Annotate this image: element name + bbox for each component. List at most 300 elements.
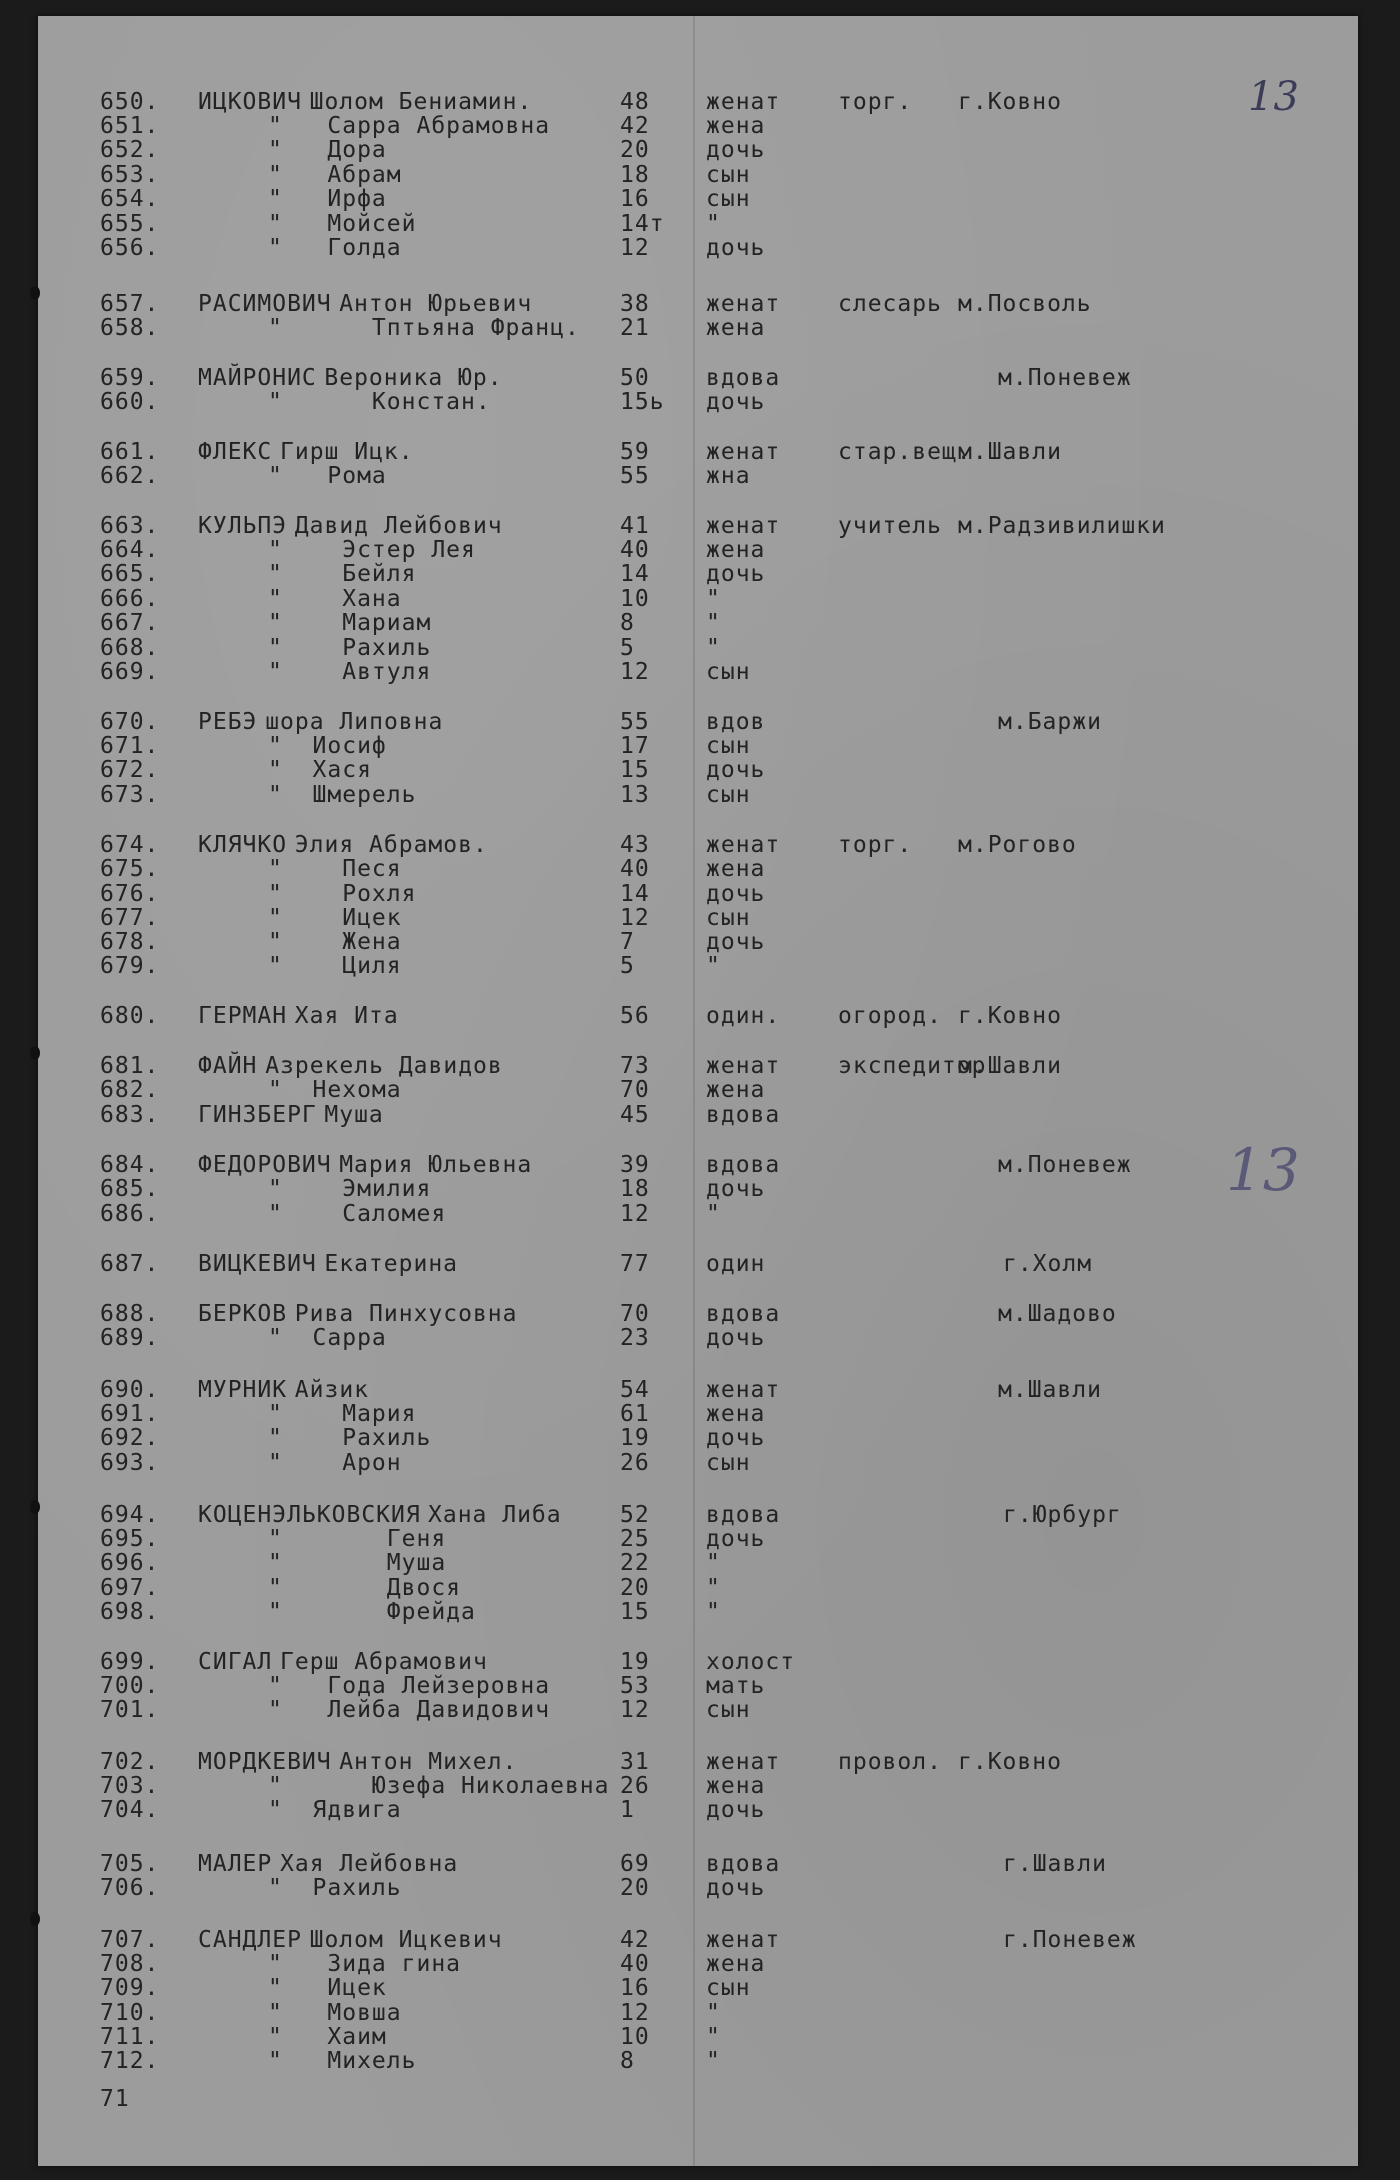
record-row [38, 538, 1358, 562]
record-status: " [706, 211, 721, 237]
record-status: вдова [706, 1851, 781, 1877]
record-number: 657. [100, 291, 160, 317]
record-age: 54 [620, 1377, 650, 1403]
record-place: г.Ковно [958, 1003, 1062, 1029]
record-row [38, 1976, 1358, 2000]
record-given-name: " Дора [268, 137, 387, 163]
record-given-name: " Геня [268, 1526, 447, 1552]
record-age: 12 [620, 1201, 650, 1227]
record-place: г.Холм [1003, 1251, 1093, 1277]
record-given-name: " Рахиль [268, 1425, 432, 1451]
record-surname: ВИЦКЕВИЧ [198, 1251, 317, 1277]
record-status: женат [706, 832, 781, 858]
record-age: 25 [620, 1526, 650, 1552]
record-row [38, 464, 1358, 488]
record-status: " [706, 586, 721, 612]
record-age: 53 [620, 1673, 650, 1699]
record-row [38, 2049, 1358, 2073]
record-age: 15 [620, 1599, 650, 1625]
record-status: женат [706, 1927, 781, 1953]
record-status: один. [706, 1003, 781, 1029]
record-given-name: " Сарра [268, 1325, 387, 1351]
record-status: " [706, 1575, 721, 1601]
record-age: 12 [620, 905, 650, 931]
record-given-name: Азрекель Давидов [265, 1053, 503, 1079]
record-age: 40 [620, 1951, 650, 1977]
record-occupation: экспедитор [838, 1053, 987, 1079]
record-status: жена [706, 1401, 766, 1427]
record-given-name: Хая Ита [294, 1003, 399, 1029]
record-row [38, 1600, 1358, 1624]
record-surname: ГЕРМАН [198, 1003, 288, 1029]
record-age: 48 [620, 89, 650, 115]
record-surname: ФАЙН [198, 1053, 258, 1079]
record-surname: КУЛЬПЭ [198, 513, 288, 539]
record-age: 55 [620, 463, 650, 489]
record-age: 42 [620, 113, 650, 139]
record-age: 12 [620, 659, 650, 685]
record-number: 665. [100, 561, 160, 587]
record-row [38, 930, 1358, 954]
record-row [38, 2025, 1358, 2049]
record-given-name: " Песя [268, 856, 402, 882]
record-row [38, 1952, 1358, 1976]
record-given-name: Шолом Ицкевич [309, 1927, 503, 1953]
record-status: " [706, 635, 721, 661]
record-age: 18 [620, 162, 650, 188]
record-age: 69 [620, 1851, 650, 1877]
record-number: 667. [100, 610, 160, 636]
record-given-name: " Нехома [268, 1077, 402, 1103]
record-status: женат [706, 1377, 781, 1403]
record-number: 673. [100, 782, 160, 808]
record-status: дочь [706, 235, 766, 261]
record-place: г.Юрбург [1003, 1502, 1122, 1528]
record-age: 31 [620, 1749, 650, 1775]
record-row [38, 366, 1358, 390]
record-status: вдова [706, 1301, 781, 1327]
record-age: 14т [620, 211, 665, 237]
record-age: 19 [620, 1649, 650, 1675]
record-status: жна [706, 463, 751, 489]
record-place: г.Шавли [1003, 1851, 1107, 1877]
record-surname: ГИНЗБЕРГ [198, 1102, 317, 1128]
record-number: 698. [100, 1599, 160, 1625]
record-age: 42 [620, 1927, 650, 1953]
record-age: 45 [620, 1102, 650, 1128]
record-row [38, 2001, 1358, 2025]
record-number: 679. [100, 953, 160, 979]
record-number: 654. [100, 186, 160, 212]
record-status: вдов [706, 709, 766, 735]
record-age: 5 [620, 635, 635, 661]
record-given-name: " Года Лейзеровна [268, 1673, 551, 1699]
record-number: 690. [100, 1377, 160, 1403]
record-age: 38 [620, 291, 650, 317]
record-status: дочь [706, 1875, 766, 1901]
record-number: 669. [100, 659, 160, 685]
record-given-name: " Двося [268, 1575, 462, 1601]
record-age: 73 [620, 1053, 650, 1079]
record-occupation: торг. [838, 89, 913, 115]
record-given-name: " Мовша [268, 2000, 402, 2026]
record-row [38, 1698, 1358, 1722]
record-number: 662. [100, 463, 160, 489]
record-number: 660. [100, 389, 160, 415]
record-surname: МАЙРОНИС [198, 365, 317, 391]
record-number: 655. [100, 211, 160, 237]
record-status: сын [706, 733, 751, 759]
record-status: женат [706, 89, 781, 115]
record-age: 22 [620, 1550, 650, 1576]
record-age: 50 [620, 365, 650, 391]
record-number: 674. [100, 832, 160, 858]
record-given-name: " Шмерель [268, 782, 417, 808]
record-row [38, 1852, 1358, 1876]
record-age: 12 [620, 235, 650, 261]
record-age: 56 [620, 1003, 650, 1029]
record-place: м.Посволь [958, 291, 1092, 317]
record-surname: ФЕДОРОВИЧ [198, 1152, 332, 1178]
record-row [38, 1650, 1358, 1674]
record-occupation: огород. [838, 1003, 942, 1029]
record-row [38, 236, 1358, 260]
record-status: жена [706, 1773, 766, 1799]
record-number: 699. [100, 1649, 160, 1675]
record-place: м.Радзивилишки [958, 513, 1166, 539]
record-number: 708. [100, 1951, 160, 1977]
record-number: 685. [100, 1176, 160, 1202]
record-row [38, 1527, 1358, 1551]
record-number: 700. [100, 1673, 160, 1699]
record-number: 688. [100, 1301, 160, 1327]
record-status: дочь [706, 1176, 766, 1202]
record-given-name: Айзик [294, 1377, 370, 1403]
record-number: 691. [100, 1401, 160, 1427]
record-surname: МУРНИК [198, 1377, 288, 1403]
binding-hole [30, 1912, 40, 1926]
record-status: сын [706, 1450, 751, 1476]
record-given-name: " Ицек [268, 905, 402, 931]
record-surname: МАЛЕР [198, 1851, 273, 1877]
record-number: 683. [100, 1102, 160, 1128]
record-age: 20 [620, 137, 650, 163]
record-row [38, 734, 1358, 758]
record-age: 61 [620, 1401, 650, 1427]
record-number: 707. [100, 1927, 160, 1953]
record-given-name: " Рохля [268, 881, 417, 907]
record-number: 675. [100, 856, 160, 882]
record-row [38, 954, 1358, 978]
record-age: 13 [620, 782, 650, 808]
record-given-name: " Рома [268, 463, 387, 489]
record-row [38, 163, 1358, 187]
record-number: 702. [100, 1749, 160, 1775]
record-status: дочь [706, 881, 766, 907]
record-row [38, 292, 1358, 316]
record-number: 682. [100, 1077, 160, 1103]
record-number: 710. [100, 2000, 160, 2026]
record-place: г.Ковно [958, 1749, 1062, 1775]
record-given-name: " Михель [268, 2048, 417, 2074]
record-age: 10 [620, 586, 650, 612]
record-given-name: " Мариам [268, 610, 432, 636]
record-number: 670. [100, 709, 160, 735]
record-status: дочь [706, 1797, 766, 1823]
record-given-name: Хая Лейбовна [280, 1851, 459, 1877]
record-age: 19 [620, 1425, 650, 1451]
record-given-name: Антон Михел. [339, 1749, 518, 1775]
record-number: 661. [100, 439, 160, 465]
record-row [38, 906, 1358, 930]
record-number: 672. [100, 757, 160, 783]
record-row [38, 833, 1358, 857]
record-number: 709. [100, 1975, 160, 2001]
record-given-name: " Сарра Абрамовна [268, 113, 551, 139]
record-age: 39 [620, 1152, 650, 1178]
record-status: вдова [706, 1102, 781, 1128]
record-number: 687. [100, 1251, 160, 1277]
document-sheet [38, 16, 1358, 2166]
record-row [38, 316, 1358, 340]
record-age: 5 [620, 953, 635, 979]
record-given-name: " Ядвига [268, 1797, 402, 1823]
record-place: м.Шавли [998, 1377, 1102, 1403]
record-status: женат [706, 1749, 781, 1775]
record-given-name: " Хана [268, 586, 402, 612]
record-status: сын [706, 659, 751, 685]
record-status: дочь [706, 561, 766, 587]
record-given-name: " Хася [268, 757, 372, 783]
record-age: 70 [620, 1301, 650, 1327]
record-row [38, 440, 1358, 464]
record-age: 52 [620, 1502, 650, 1528]
record-row [38, 783, 1358, 807]
record-surname: КОЦЕНЭЛЬКОВСКИЯ [198, 1502, 421, 1528]
record-status: " [706, 2000, 721, 2026]
record-surname: СИГАЛ [198, 1649, 273, 1675]
record-age: 14 [620, 561, 650, 587]
record-row [38, 882, 1358, 906]
record-number: 680. [100, 1003, 160, 1029]
record-given-name: " Эстер Лея [268, 537, 476, 563]
record-age: 15 [620, 757, 650, 783]
record-row [38, 1503, 1358, 1527]
record-age: 17 [620, 733, 650, 759]
record-status: жена [706, 113, 766, 139]
records-list [38, 16, 1358, 2166]
record-row [38, 660, 1358, 684]
record-row [38, 636, 1358, 660]
record-row [38, 1798, 1358, 1822]
record-row [38, 1402, 1358, 1426]
binding-hole [30, 1046, 40, 1060]
record-row [38, 562, 1358, 586]
record-status: " [706, 953, 721, 979]
record-number: 658. [100, 315, 160, 341]
record-age: 26 [620, 1450, 650, 1476]
record-row [38, 1378, 1358, 1402]
record-row [38, 1103, 1358, 1127]
record-place: г.Поневеж [1003, 1927, 1137, 1953]
record-row [38, 1876, 1358, 1900]
record-status: сын [706, 162, 751, 188]
record-row [38, 1302, 1358, 1326]
record-number: 671. [100, 733, 160, 759]
record-given-name: " Ицек [268, 1975, 387, 2001]
record-status: " [706, 610, 721, 636]
record-age: 12 [620, 1697, 650, 1723]
record-age: 16 [620, 1975, 650, 2001]
record-place: м.Баржи [998, 709, 1102, 735]
record-surname: ИЦКОВИЧ [198, 89, 302, 115]
record-row [38, 1252, 1358, 1276]
record-given-name: Рива Пинхусовна [294, 1301, 518, 1327]
record-status: сын [706, 186, 751, 212]
record-age: 23 [620, 1325, 650, 1351]
record-age: 1 [620, 1797, 635, 1823]
record-given-name: " Зида гина [268, 1951, 462, 1977]
record-age: 15ь [620, 389, 665, 415]
record-given-name: " Рахиль [268, 635, 432, 661]
record-given-name: Шолом Бениамин. [309, 89, 533, 115]
record-surname: МОРДКЕВИЧ [198, 1749, 332, 1775]
record-number: 689. [100, 1325, 160, 1351]
record-age: 21 [620, 315, 650, 341]
record-status: женат [706, 513, 781, 539]
record-given-name: " Юзефа Николаевна [268, 1773, 610, 1799]
record-given-name: " Фрейда [268, 1599, 476, 1625]
record-age: 20 [620, 1575, 650, 1601]
record-age: 40 [620, 856, 650, 882]
record-given-name: Мария Юльевна [339, 1152, 533, 1178]
record-occupation: торг. [838, 832, 913, 858]
record-surname: РАСИМОВИЧ [198, 291, 332, 317]
record-place: м.Поневеж [998, 1152, 1132, 1178]
record-row [38, 212, 1358, 236]
record-status: дочь [706, 389, 766, 415]
record-given-name: " Мойсей [268, 211, 417, 237]
record-row [38, 1326, 1358, 1350]
record-status: женат [706, 291, 781, 317]
binding-hole [30, 286, 40, 300]
record-number: 712. [100, 2048, 160, 2074]
record-place: м.Шадово [998, 1301, 1117, 1327]
record-row [38, 1551, 1358, 1575]
record-number: 697. [100, 1575, 160, 1601]
record-place: м.Рогово [958, 832, 1077, 858]
record-row [38, 1750, 1358, 1774]
record-status: дочь [706, 1425, 766, 1451]
record-status: один [706, 1251, 766, 1277]
record-number: 656. [100, 235, 160, 261]
record-status: жена [706, 315, 766, 341]
record-given-name: " Циля [268, 953, 402, 979]
record-given-name: " Иосиф [268, 733, 387, 759]
record-age: 14 [620, 881, 650, 907]
record-age: 10 [620, 2024, 650, 2050]
record-row [38, 138, 1358, 162]
record-status: дочь [706, 757, 766, 783]
record-age: 59 [620, 439, 650, 465]
record-given-name: " Муша [268, 1550, 447, 1576]
record-row [38, 1153, 1358, 1177]
handwritten-stamp-number: 13 [1226, 1136, 1300, 1204]
record-age: 18 [620, 1176, 650, 1202]
record-given-name: " Мария [268, 1401, 417, 1427]
record-status: холост [706, 1649, 796, 1675]
record-age: 8 [620, 610, 635, 636]
record-row [38, 1054, 1358, 1078]
record-given-name: " Абрам [268, 162, 402, 188]
record-occupation: слесарь [838, 291, 942, 317]
record-place: м.Шавли [958, 439, 1062, 465]
record-number: 676. [100, 881, 160, 907]
record-row [38, 587, 1358, 611]
record-number: 706. [100, 1875, 160, 1901]
record-row [38, 1202, 1358, 1226]
record-given-name: Антон Юрьевич [339, 291, 533, 317]
record-given-name: " Лейба Давидович [268, 1697, 551, 1723]
record-number: 666. [100, 586, 160, 612]
record-status: дочь [706, 929, 766, 955]
record-number: 701. [100, 1697, 160, 1723]
record-row [38, 1674, 1358, 1698]
record-row [38, 1078, 1358, 1102]
record-row [38, 187, 1358, 211]
record-given-name: " Тптьяна Франц. [268, 315, 580, 341]
record-given-name: Гирш Ицк. [280, 439, 414, 465]
record-number: 692. [100, 1425, 160, 1451]
record-given-name: " Саломея [268, 1201, 447, 1227]
record-age: 55 [620, 709, 650, 735]
record-status: вдова [706, 1502, 781, 1528]
record-row [38, 90, 1358, 114]
record-given-name: " Голда [268, 235, 402, 261]
record-surname: БЕРКОВ [198, 1301, 288, 1327]
record-given-name: Элия Абрамов. [294, 832, 488, 858]
record-number: 664. [100, 537, 160, 563]
record-row [38, 1426, 1358, 1450]
record-number: 677. [100, 905, 160, 931]
record-number: 693. [100, 1450, 160, 1476]
record-number: 681. [100, 1053, 160, 1079]
record-occupation: стар.вещ. [838, 439, 972, 465]
record-number: 696. [100, 1550, 160, 1576]
record-given-name: " Ирфа [268, 186, 387, 212]
record-number: 651. [100, 113, 160, 139]
record-status: жена [706, 1951, 766, 1977]
record-status: " [706, 1201, 721, 1227]
record-status: сын [706, 905, 751, 931]
record-number: 695. [100, 1526, 160, 1552]
record-place: м.Поневеж [998, 365, 1132, 391]
record-given-name: Муша [324, 1102, 384, 1128]
record-number: 705. [100, 1851, 160, 1877]
record-given-name: Давид Лейбович [294, 513, 503, 539]
record-given-name: " Жена [268, 929, 402, 955]
record-given-name: " Арон [268, 1450, 402, 1476]
record-status: сын [706, 1975, 751, 2001]
record-age: 77 [620, 1251, 650, 1277]
record-status: " [706, 2024, 721, 2050]
record-status: жена [706, 856, 766, 882]
record-status: " [706, 1599, 721, 1625]
record-status: мать [706, 1673, 766, 1699]
record-status: сын [706, 1697, 751, 1723]
record-number: 704. [100, 1797, 160, 1823]
record-occupation: учитель [838, 513, 942, 539]
